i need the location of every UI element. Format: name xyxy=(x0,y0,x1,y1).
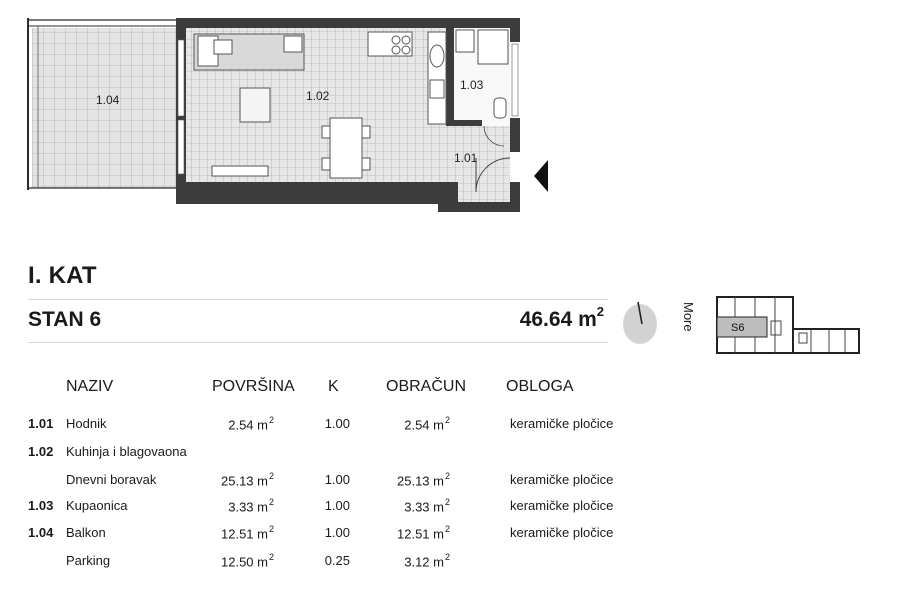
column-header-finish: OBLOGA xyxy=(506,378,574,395)
room-name: Parking xyxy=(66,553,111,568)
room-area: 12.50 $m^2$ xyxy=(221,552,274,570)
room-code: 1.03 xyxy=(28,498,54,513)
table-row xyxy=(0,444,900,464)
room-label-1-02: 1.02 xyxy=(306,89,330,103)
divider xyxy=(28,299,608,300)
coefficient: 1.00 xyxy=(324,472,350,487)
floor-title: I. KAT xyxy=(28,262,97,289)
column-header-calc: OBRAČUN xyxy=(386,378,467,395)
sea-direction-label: More xyxy=(681,302,696,332)
compass-icon xyxy=(620,298,660,346)
coefficient: 0.25 xyxy=(324,553,350,568)
coefficient: 1.00 xyxy=(324,416,350,431)
room-balcony xyxy=(28,18,176,190)
room-name: Kuhinja i blagovaona xyxy=(66,444,187,459)
room-area: 2.54 $m^2$ xyxy=(228,415,274,433)
room-label-1-04: 1.04 xyxy=(96,93,120,107)
key-plan-unit-label: S6 xyxy=(731,322,745,334)
floor-plan xyxy=(0,0,900,240)
room-name: Kupaonica xyxy=(66,498,128,513)
calculated-area: 25.13 $m^2$ xyxy=(397,471,450,489)
room-area: 12.51 $m^2$ xyxy=(221,524,274,542)
room-area: 25.13 $m^2$ xyxy=(221,471,274,489)
calculated-area: 3.33 $m^2$ xyxy=(404,497,450,515)
room-label-1-03: 1.03 xyxy=(460,78,484,92)
floor-finish: keramičke pločice xyxy=(510,525,614,540)
column-header-k: K xyxy=(328,378,339,395)
coefficient: 1.00 xyxy=(324,498,350,513)
unit-area: 46.64 $m^2$ xyxy=(519,304,604,331)
room-label-1-01: 1.01 xyxy=(454,151,478,165)
room-area: 3.33 $m^2$ xyxy=(228,497,274,515)
calculated-area: 12.51 $m^2$ xyxy=(397,524,450,542)
table-row xyxy=(0,525,900,545)
floor-finish: keramičke pločice xyxy=(510,498,614,513)
floor-finish: keramičke pločice xyxy=(510,416,614,431)
room-code: 1.04 xyxy=(28,525,54,540)
room-code: 1.02 xyxy=(28,444,54,459)
table-row xyxy=(0,416,900,436)
column-header-name: NAZIV xyxy=(66,378,114,395)
room-name: Dnevni boravak xyxy=(66,472,157,487)
coefficient: 1.00 xyxy=(324,525,350,540)
floor-finish: keramičke pločice xyxy=(510,472,614,487)
calculated-area: 3.12 $m^2$ xyxy=(404,552,450,570)
room-code: 1.01 xyxy=(28,416,54,431)
table-row xyxy=(0,472,900,492)
room-name: Hodnik xyxy=(66,416,107,431)
entrance-arrow-icon xyxy=(534,160,548,192)
unit-name: STAN 6 xyxy=(28,308,102,331)
room-name: Balkon xyxy=(66,525,106,540)
divider xyxy=(28,342,608,343)
calculated-area: 2.54 $m^2$ xyxy=(404,415,450,433)
key-plan xyxy=(715,295,861,357)
column-header-area: POVRŠINA xyxy=(212,378,295,395)
table-row xyxy=(0,553,900,573)
table-row xyxy=(0,498,900,518)
